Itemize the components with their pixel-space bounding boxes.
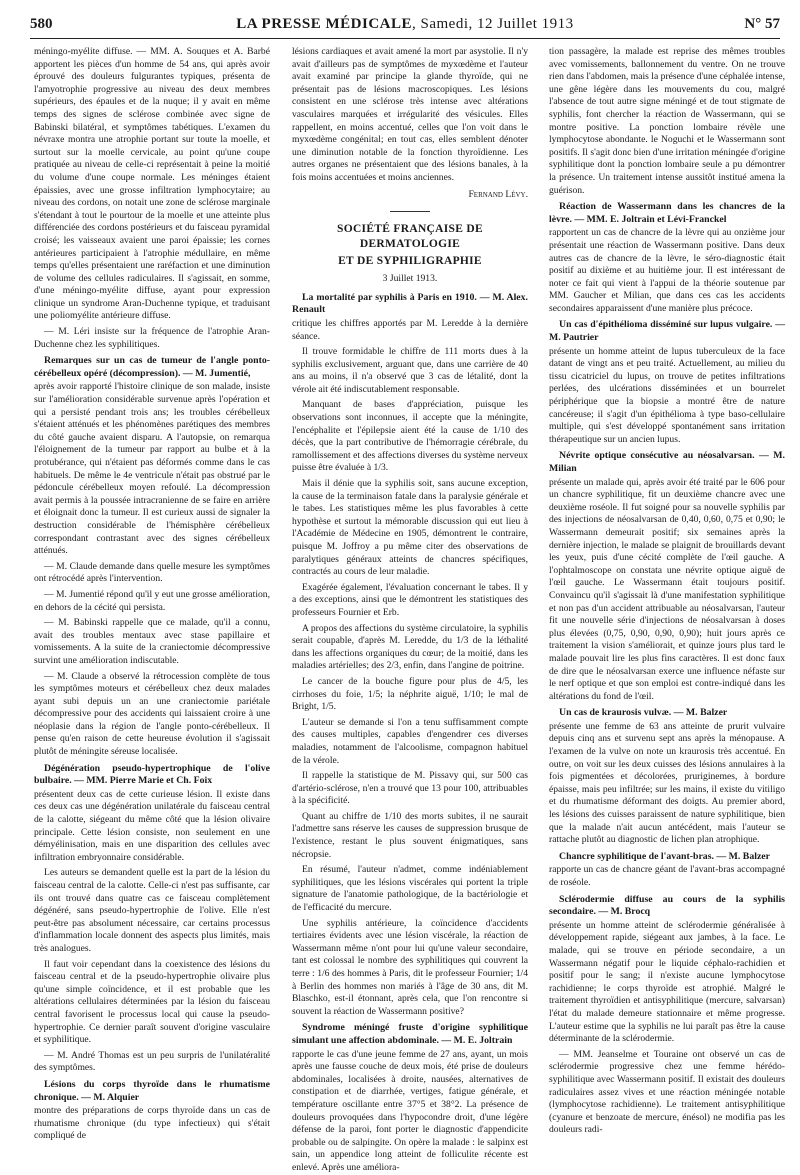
article-heading: Sclérodermie diffuse au cours de la syphilis secondaire. — M. Brocq (549, 893, 785, 918)
article-heading: Réaction de Wassermann dans les chancres de la lèvre. — MM. E. Joltrain et Lévi-Franckel (549, 201, 785, 225)
paragraph: méningo-myélite diffuse. — MM. A. Souques et A. Barbé apportent les pièces d'un homme de 54 ans, qui après avoir éprouvé des douleurs fulgurantes typiques, présenta de l'amyotrophie progressive au niveau des deux membres supérieurs, des épaules et de la nuque; il y avait en même temps des signes de sclérose combinée avec signe de Babinski bilatéral, et symptômes tabétiques. L'examen du névraxe montra une atrophie portant sur toute la moelle, et surtout sur la moelle cervicale, au point qu'une coupe pratiquée au niveau de celle-ci représentait à peine la moitié du volume d'une coupe normale. Les méninges étaient épaissies, avec une grosse infiltration lymphocytaire; au niveau des cordons, on notait une zone de sclérose marginale s'étendant à tout le pourtour de la moelle et une atteinte plus différenciée des cordons postérieurs et du faisceau pyramidal croisé; les vaisseaux avaient une paroi épaissie; les cornes antérieures participaient à l'atrophie médullaire, en même temps qu'elles présentaient une raréfaction et une diminution de volume des cellules radiculaires. Il s'agissait, en somme, d'une méningo-myélite diffuse, ayant pour expression clinique un syndrome Aran-Duchenne typique, et traduisant une poliomyélite antérieure diffuse. (34, 46, 270, 322)
paragraph: après avoir rapporté l'histoire clinique de son malade, insiste sur l'amélioration considérable survenue après l'opération et qui a persisté pendant trois ans; les troubles cérébelleux s'étaient atténués et les phénomènes parétiques des membres du côté gauche avaient disparu. A l'autopsie, on remarqua l'éloignement de la tumeur par rapport au bulbe et à la protubérance, qui n'étaient pas déformés comme dans le cas habituels. De même le 4e ventricule n'était pas obstrué par le pédoncule cérébelleux moyen refoulé. La décompression avait permis à la poussée intracranienne de se faire en arrière et éloignait donc la tumeur. Il est curieux aussi de signaler la destruction considérable de l'hémisphère cérébelleux correspondant contrastant avec des signes cérébelleux atténués. (34, 381, 270, 557)
paragraph: L'auteur se demande si l'on a tenu suffisamment compte des causes multiples, capables d'engendrer ces diverses maladies, notamment de l'alcoolisme, compagnon habituel de la vérole. (292, 716, 528, 766)
article-heading: La mortalité par syphilis à Paris en 1910. — M. Alex. Renault (292, 291, 528, 316)
paragraph: présente une femme de 63 ans atteinte de prurit vulvaire depuis cinq ans et survenu sept ans après la ménopause. A l'examen de la vulve on note un kraurosis très accentué. En outre, on voit sur les deux cuisses des lésions annulaires à la fois pigmentées et décolorées, pruriginemes, à bordure épaisse, mais peu infiltrée; sur les mains, il existe du vitiligo et du rhumatisme déformant des doigts. Au premier abord, les lésions des cuisses paraissent de nature syphilitique, bien que la malade n'ait aucun antécédent, mais l'auteur se rattache plutôt au diagnostic de lichen plan atrophique. (549, 720, 785, 846)
paragraph: A propos des affections du système circulatoire, la syphilis serait coupable, d'après M. Leredde, du 1/3 de la léthalité dans les affections organiques du cœur; de la moitié, dans les maladies artérielles; des 2/3, enfin, dans l'angine de poitrine. (292, 622, 528, 672)
article-heading: Remarques sur un cas de tumeur de l'angle ponto-cérébelleux opéré (décompression). — M. Jumentié, (34, 355, 270, 379)
publication-name: LA PRESSE MÉDICALE (236, 16, 413, 32)
article-heading: Un cas d'épithélioma disséminé sur lupus vulgaire. — M. Pautrier (549, 319, 785, 344)
paragraph: Manquant de bases d'appréciation, puisque les observations sont inconnues, il accepte que la méningite, l'encéphalite et l'épilepsie aient été la cause de 1/10 des décès, que la part contributive de l'hémorragie cérébrale, du ramollissement et des affections diverses du système nerveux puisse être évaluée à 1/3. (292, 399, 528, 474)
article-heading: Chancre syphilitique de l'avant-bras. — M. Balzer (559, 850, 770, 862)
paragraph: présente un homme atteint de sclérodermie généralisée à développement rapide, siégeant aux jambes, à la face. Le malade, qui se trouve en période secondaire, a un Wassermann négatif pour le liquide céphalo-rachidien et positif pour le sang; il n'existe aucune lymphocytose rachidienne; le corps thyroïde est atrophié. Malgré le traitement thyroïdien et antisyphilitique (mercure, salvarsan) l'état du malade demeure stationnaire et même progresse. L'auteur estime que la syphilis ne lui paraît pas être la cause déterminante de la sclérodermie. (549, 919, 785, 1045)
section-divider (390, 211, 430, 212)
header-rule (30, 38, 780, 39)
column-3 (549, 46, 785, 1136)
paragraph: Il rappelle la statistique de M. Pissavy qui, sur 500 cas d'artério-sclérose, n'en a trouvé que 13 pour 100, attribuables à la spécificité. (292, 770, 528, 807)
paragraph: Quant au chiffre de 1/10 des morts subites, il ne saurait l'admettre sans réserve les causes de suppression brusque de l'existence, restant le plus souvent énigmatiques, sans nécropsie. (292, 810, 528, 860)
paragraph: Mais il dénie que la syphilis soit, sans aucune exception, la cause de la terminaison fatale dans la paralysie générale et le tabes. Les statistiques même les plus favorables à cette hypothèse et surtout la mémorable discussion qui eut lieu à l'Académie de Médecine en 1905, démontrent le contraire, puisque M. Joffroy a pu même citer des observations de paralytiques généraux atteints de chancres spécifiques, contractés au cours de leur maladie. (292, 478, 528, 578)
paragraph: critique les chiffres apportés par M. Leredde à la dernière séance. (292, 317, 528, 342)
page-header (30, 16, 780, 36)
paragraph: — M. Claude a observé la rétrocession complète de tous les symptômes moteurs et cérébelleux chez deux malades ayant subi depuis un an une craniectomie pariétale décompressive pour des accidents qui laissaient croire à une néoplasie dans la région de l'angle ponto-cérébelleux. Il pense qu'en raison de cette heureuse évolution il s'agissait plutôt de méningite séreuse localisée. (34, 670, 270, 758)
column-2 (292, 46, 528, 1173)
issue-date: , Samedi, 12 Juillet 1913 (412, 16, 574, 32)
article-heading: Syndrome méningé fruste d'origine syphilitique simulant une affection abdominale. — M. E. Joltrain (292, 1022, 528, 1046)
article-heading: Dégénération pseudo-hypertrophique de l'olive bulbaire. — MM. Pierre Marie et Ch. Foix (34, 762, 270, 787)
paragraph: présentent deux cas de cette curieuse lésion. Il existe dans ces deux cas une dégénération unilatérale du faisceau central de la calotte, siégeant du même côté que la lésion olivaire principale. Cette lésion consiste, non seulement en une démyélinisation, mais en une disparition des cellules avec infiltration embryonnaire considérable. (34, 788, 270, 863)
column-1 (34, 46, 270, 1142)
paragraph: — M. Babinski rappelle que ce malade, qu'il a connu, avait des troubles mentaux avec stase papillaire et vomissements. A la suite de la craniectomie décompressive survint une amélioration indiscutable. (34, 617, 270, 666)
paragraph: — M. Claude demande dans quelle mesure les symptômes ont rétrocédé après l'intervention. (34, 560, 270, 585)
paragraph: Une syphilis antérieure, la coïncidence d'accidents tertiaires évidents avec une lésion viscérale, la réaction de Wassermann même n'ont pour lui qu'une valeur secondaire, tant est colossal le nombre des syphilitiques qui couvrent la terre : 1/6 des hommes à Paris, dit le professeur Fournier; 1/4 à Berlin des hommes non mariés à l'âge de 30 ans, dit M. Blaschko, est-il étonnant, après cela, que l'on rencontre si souvent la réaction de Wassermann positive? (292, 917, 528, 1017)
paragraph: présente un homme atteint de lupus tuberculeux de la face datant de vingt ans et peu traité. Actuellement, au milieu du tissu cicatriciel du lupus, on trouve de petites infiltrations perlées, des ulcérations disséminées et un bourrelet périphérique que la biopsie a montré être de nature cancéreuse; il s'agit d'un épithélioma à type baso-cellulaire multiple, qui s'est développé spontanément sans irritation thérapeutique sur un ancien lupus. (549, 345, 785, 445)
paragraph: — M. Jumentié répond qu'il y eut une grosse amélioration, en dehors de la cécité qui persista. (34, 588, 270, 613)
page-number: 580 (30, 16, 53, 32)
paragraph: En résumé, l'auteur n'admet, comme indéniablement syphilitiques, que les lésions viscérales qui portent la triple signature de l'anatomie pathologique, de la bactériologie et de l'efficacité du mercure. (292, 864, 528, 914)
issue-number: N° 57 (744, 16, 780, 32)
paragraph: rapportent un cas de chancre de la lèvre qui au onzième jour présentait une réaction de Wassermann positive. Dans deux autres cas de chancre de la lèvre, le séro-diagnostic était positif au dixième et au huitième jour. Il est intéressant de noter ce fait qui vient à l'appui de la théorie soutenue par MM. Gaucher et Milian, que dans ces cas les accidents secondaires apparaissent d'une manière plus précoce. (549, 227, 785, 314)
paragraph: Il faut voir cependant dans la coexistence des lésions du faisceau central et de la pseudo-hypertrophie olivaire plus qu'une simple coïncidence, et il est probable que les altérations cellulaires déterminées par la lésion du faisceau central favorisent le processus local qui cause la pseudo-hypertrophie. Ce dernier paraît souvent d'origine vasculaire et syphilitique. (34, 958, 270, 1046)
paragraph: montre des préparations de corps thyroïde dans un cas de rhumatisme chronique (du type infectieux) qui s'était compliqué de (34, 1105, 270, 1142)
paragraph: rapporte le cas d'une jeune femme de 27 ans, ayant, un mois après une fausse couche de deux mois, été prise de douleurs abdominales, localisées à droite, nausées, alternatives de constipation et de diarrhée, vertiges, fatigue générale, et température oscillante entre 37°5 et 38°2. La présence de douleurs provoquées dans l'hypocondre droit, d'une légère défense de la paroi, font porter le diagnostic d'appendicite probable ou de salpingite. On opère la malade : le salpinx est sain, un appendice long atteint de folliculite récente est enlevé. Après une améliora- (292, 1048, 528, 1173)
paragraph: Exagérée également, l'évaluation concernant le tabes. Il y a des exceptions, ainsi que le démontrent les statistiques des professeurs Fournier et Erb. (292, 581, 528, 618)
section-date: 3 Juillet 1913. (382, 273, 438, 285)
paragraph: rapporte un cas de chancre géant de l'avant-bras accompagné de roséole. (549, 864, 785, 888)
paragraph: — M. Léri insiste sur la fréquence de l'atrophie Aran-Duchenne chez les syphilitiques. (34, 326, 270, 350)
running-title (30, 16, 780, 33)
paragraph: tion passagère, la malade est reprise des mêmes troubles avec vomissements, ballonnement du ventre. On ne trouve rien dans l'abdomen, mais la présence d'une céphalée intense, une gêne légère dans les mouvements du cou, malgré l'absence de tout autre signe méningé et de tout stigmate de syphilis, font chercher la réaction de Wassermann, qui se montre positive. La ponction lombaire révèle une lymphocytose abondante. le Noguchi et le Wassermann sont positifs. Il s'agit donc bien d'une irritation méningée d'origine syphilitique dont la ponction lombaire seule a pu démontrer la présence. Un traitement intense aussitôt institué amena la guérison. (549, 46, 785, 196)
paragraph: Les auteurs se demandent quelle est la part de la lésion du faisceau central de la calotte. Celle-ci n'est pas suffisante, car ils ont trouvé dans quatre cas ce faisceau complètement dégénéré, sans pseudo-hypertrophie de l'olive. Elle n'est peut-être pas absolument nécessaire, car certains processus d'inflammation locale donnent des aspects plus limités, mais très analogues. (34, 867, 270, 954)
section-subtitle: ET DE SYPHILIGRAPHIE (338, 255, 482, 268)
paragraph: Il trouve formidable le chiffre de 111 morts dues à la syphilis exclusivement, arguant que, dans une carrière de 40 ans au moins, il n'a observé que 3 cas de létalité, dont la vérole ait été indiscutablement responsable. (292, 346, 528, 395)
paragraph: — M. André Thomas est un peu surpris de l'unilatéralité des symptômes. (34, 1049, 270, 1074)
article-heading: Un cas de kraurosis vulvæ. — M. Balzer (559, 707, 728, 719)
section-title: SOCIÉTÉ FRANÇAISE DE DERMATOLOGIE (337, 223, 483, 251)
paragraph: Le cancer de la bouche figure pour plus de 4/5, les cirrhoses du foie, 1/5; la néphrite aiguë, 1/10; le mal de Bright, 1/5. (292, 675, 528, 713)
paragraph: — MM. Jeanselme et Touraine ont observé un cas de sclérodermie progressive chez une femme hérédo-syphilitique avec Wassermann positif. Il existait des douleurs radiculaires assez vives et une réaction méningée notable (lymphocytose rachidienne). Le traitement antisyphilitique (cyanure et benzoate de mercure, énésol) ne modifia pas les douleurs radi- (549, 1048, 785, 1136)
article-heading: Lésions du corps thyroïde dans le rhumatisme chronique. — M. Alquier (34, 1078, 270, 1103)
paragraph: présente un malade qui, après avoir été traité par le 606 pour un chancre syphilitique, fit un deuxième chancre avec une deuxième roséole. Il fut soigné pour sa nouvelle syphilis par des injections de néosalvarsan de 0,40, 0,60, 0,75 et 0,90; le Wassermann demeurait positif; six semaines après la dernière injection, le malade se plaignit de brouillards devant les yeux, puis d'une cécité complète de l'œil gauche. A l'ophtalmoscope on constata une névrite optique aiguë de l'œil gauche. Le Wassermann était toujours positif. Convaincu qu'il s'agissait là d'une manifestation syphilitique et non pas d'un accident attribuable au néosalvarsan, l'auteur fit une nouvelle série d'injections de néosalvarsan à doses plus élevées (0,75, 0,90, 0,90, 0,90); huit jours après ce traitement la vision s'améliorait, et quinze jours plus tard le malade pouvait lire les plus fins caractères. Il est donc faux de dire que le néosalvarsan exerce une influence néfaste sur le nerf optique et que son emploi est contre-indiqué dans les altérations du fond de l'œil. (549, 476, 785, 702)
article-heading: Névrite optique consécutive au néosalvarsan. — M. Milian (549, 450, 785, 474)
paragraph: lésions cardiaques et avait amené la mort par asystolie. Il n'y avait d'ailleurs pas de symptômes de myxœdème et l'auteur avait examiné par principe la glande thyroïde, qui ne présentait pas de lésions macroscopiques. Les lésions consistent en une sclérose très intense avec altérations vasculaires marquées et irrégularité des vésicules. Elles rappellent, en moins accentué, celles que l'on voit dans le myxœdème congénital; en tout cas, elles semblent dénoter une diminution notable de la fonction thyroïdienne. Les autres organes ne présentaient que des lésions banales, à la fois moins accentuées et moins anciennes. (292, 46, 528, 183)
signature: Fernand Lévy. (468, 188, 528, 200)
